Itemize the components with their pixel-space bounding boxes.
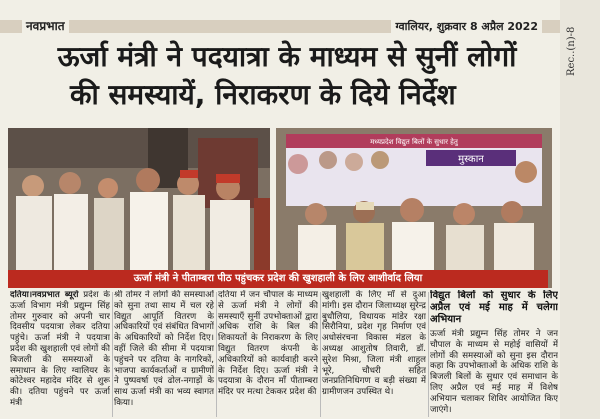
photo-rally xyxy=(8,128,270,288)
column-divider xyxy=(112,292,113,417)
headline-line-1: ऊर्जा मंत्री ने पदयात्रा के माध्यम से सुनीं लोगों xyxy=(57,40,517,73)
column-divider xyxy=(428,292,429,417)
headline-line-2: की समस्यायें, निराकरण के दिये निर्देश xyxy=(70,78,456,111)
article-column-5 xyxy=(430,290,558,419)
article-column-4: खुशहाली के लिए माँ से दुआ मांगी। इस दौरान जिलाध्यक्ष सुरेन्द्र बुधौलिया, विधायक मांडेर रक्षा सिरौनिया, प्रदेश गृह निर्माण एवं अधोसंरचना विकास मंडल के अध्यक्ष आशुतोष तिवारी, डॉ. सुरेश मिश्रा, जिला मंत्री शाहुल भूरे, चौधरी सहित जनप्रतिनिधिगण व बड़ी संख्या में ग्रामीणजन उपस्थित थे। xyxy=(322,290,426,398)
handwritten-margin-note: Rec..(n)-8 xyxy=(566,26,577,76)
article-column-3: दतिया में जन चौपाल के माध्यम से ऊर्जा मंत्री ने लोगों की समस्याएँ सुनीं उपभोक्ताओं द्वारा अधिक राशि के बिल की शिकायतों के निराकरण के लिए विद्युत वितरण कंपनी के अधिकारियों को कार्यवाही करने के निर्देश दिए। ऊर्जा मंत्री ने पदयात्रा के दौरान माँ पीताम्बरा मंदिर पर मत्था टेककर प्रदेश की xyxy=(218,290,318,398)
article-subheading: विद्युत बिलों को सुधार के लिए अप्रैल एवं मई माह में चलेगा अभियान xyxy=(430,290,558,325)
article-column-1-text: प्रदेश के ऊर्जा विभाग मंत्री प्रद्युम्न सिंह तोमर गुरुवार को अपनी चार दिवसीय पदयात्रा लेकर दतिया पहुंचे। ऊर्जा मंत्री ने पदयात्रा प्रदेश की खुशहाली एवं लोगों की बिजली की समस्याओं के समाधान के लिए ग्वालियर के कोटेश्वर महादेव मंदिर से शुरू की। दतिया पहुंचने पर ऊर्जा मंत्री xyxy=(10,290,110,408)
photo-jan-chaupal-image xyxy=(276,128,552,288)
article-column-1 xyxy=(10,290,110,419)
banner-text: मुस्कान xyxy=(458,154,484,165)
photo-rally-image xyxy=(8,128,270,288)
article-column-5-text: ऊर्जा मंत्री प्रद्युम्न सिंह तोमर ने जन चौपाल के माध्यम से महोई वासियों में लोगों की समस्याओं को सुना इस दौरान कहा कि उपभोक्ताओं के अधिक राशि के बिजली बिलों के सुधार एवं समाधान के लिए अप्रैल एवं मई माह में विशेष अभियान चलाकर शिविर आयोजित किए जाएंगे। xyxy=(430,329,558,415)
masthead-dateline: ग्वालियर, शुक्रवार 8 अप्रैल 2022 xyxy=(391,20,542,33)
masthead-brand: नवप्रभात xyxy=(22,20,69,33)
photo-caption: ऊर्जा मंत्री ने पीताम्बरा पीठ पहुंचकर प्रदेश की खुशहाली के लिए आशीर्वाद लिया xyxy=(8,270,548,288)
banner-subtext: मध्यप्रदेश विद्युत बिलों के सुधार हेतु xyxy=(370,138,458,146)
article-column-2: श्री तोमर ने लोगों की समस्याओं को सुना तथा साथ में चल रहे विद्युत आपूर्ति वितरण के अधिकारियों एवं संबंधित विभागों के अधिकारियों को निर्देश दिए। वहीं जिले की सीमा में पदयात्रा पहुंचने पर दतिया के नागरिकों, भाजपा कार्यकर्ताओं व ग्रामीणों ने पुष्पवर्षा एवं ढोल-नगाड़ों के साथ ऊर्जा मंत्री का भव्य स्वागत किया। xyxy=(114,290,214,408)
photo-jan-chaupal xyxy=(276,128,552,288)
column-divider xyxy=(216,292,217,417)
column-divider xyxy=(320,292,321,417)
article-dateline: दतिया।नवप्रभात ब्यूरो xyxy=(10,290,79,300)
